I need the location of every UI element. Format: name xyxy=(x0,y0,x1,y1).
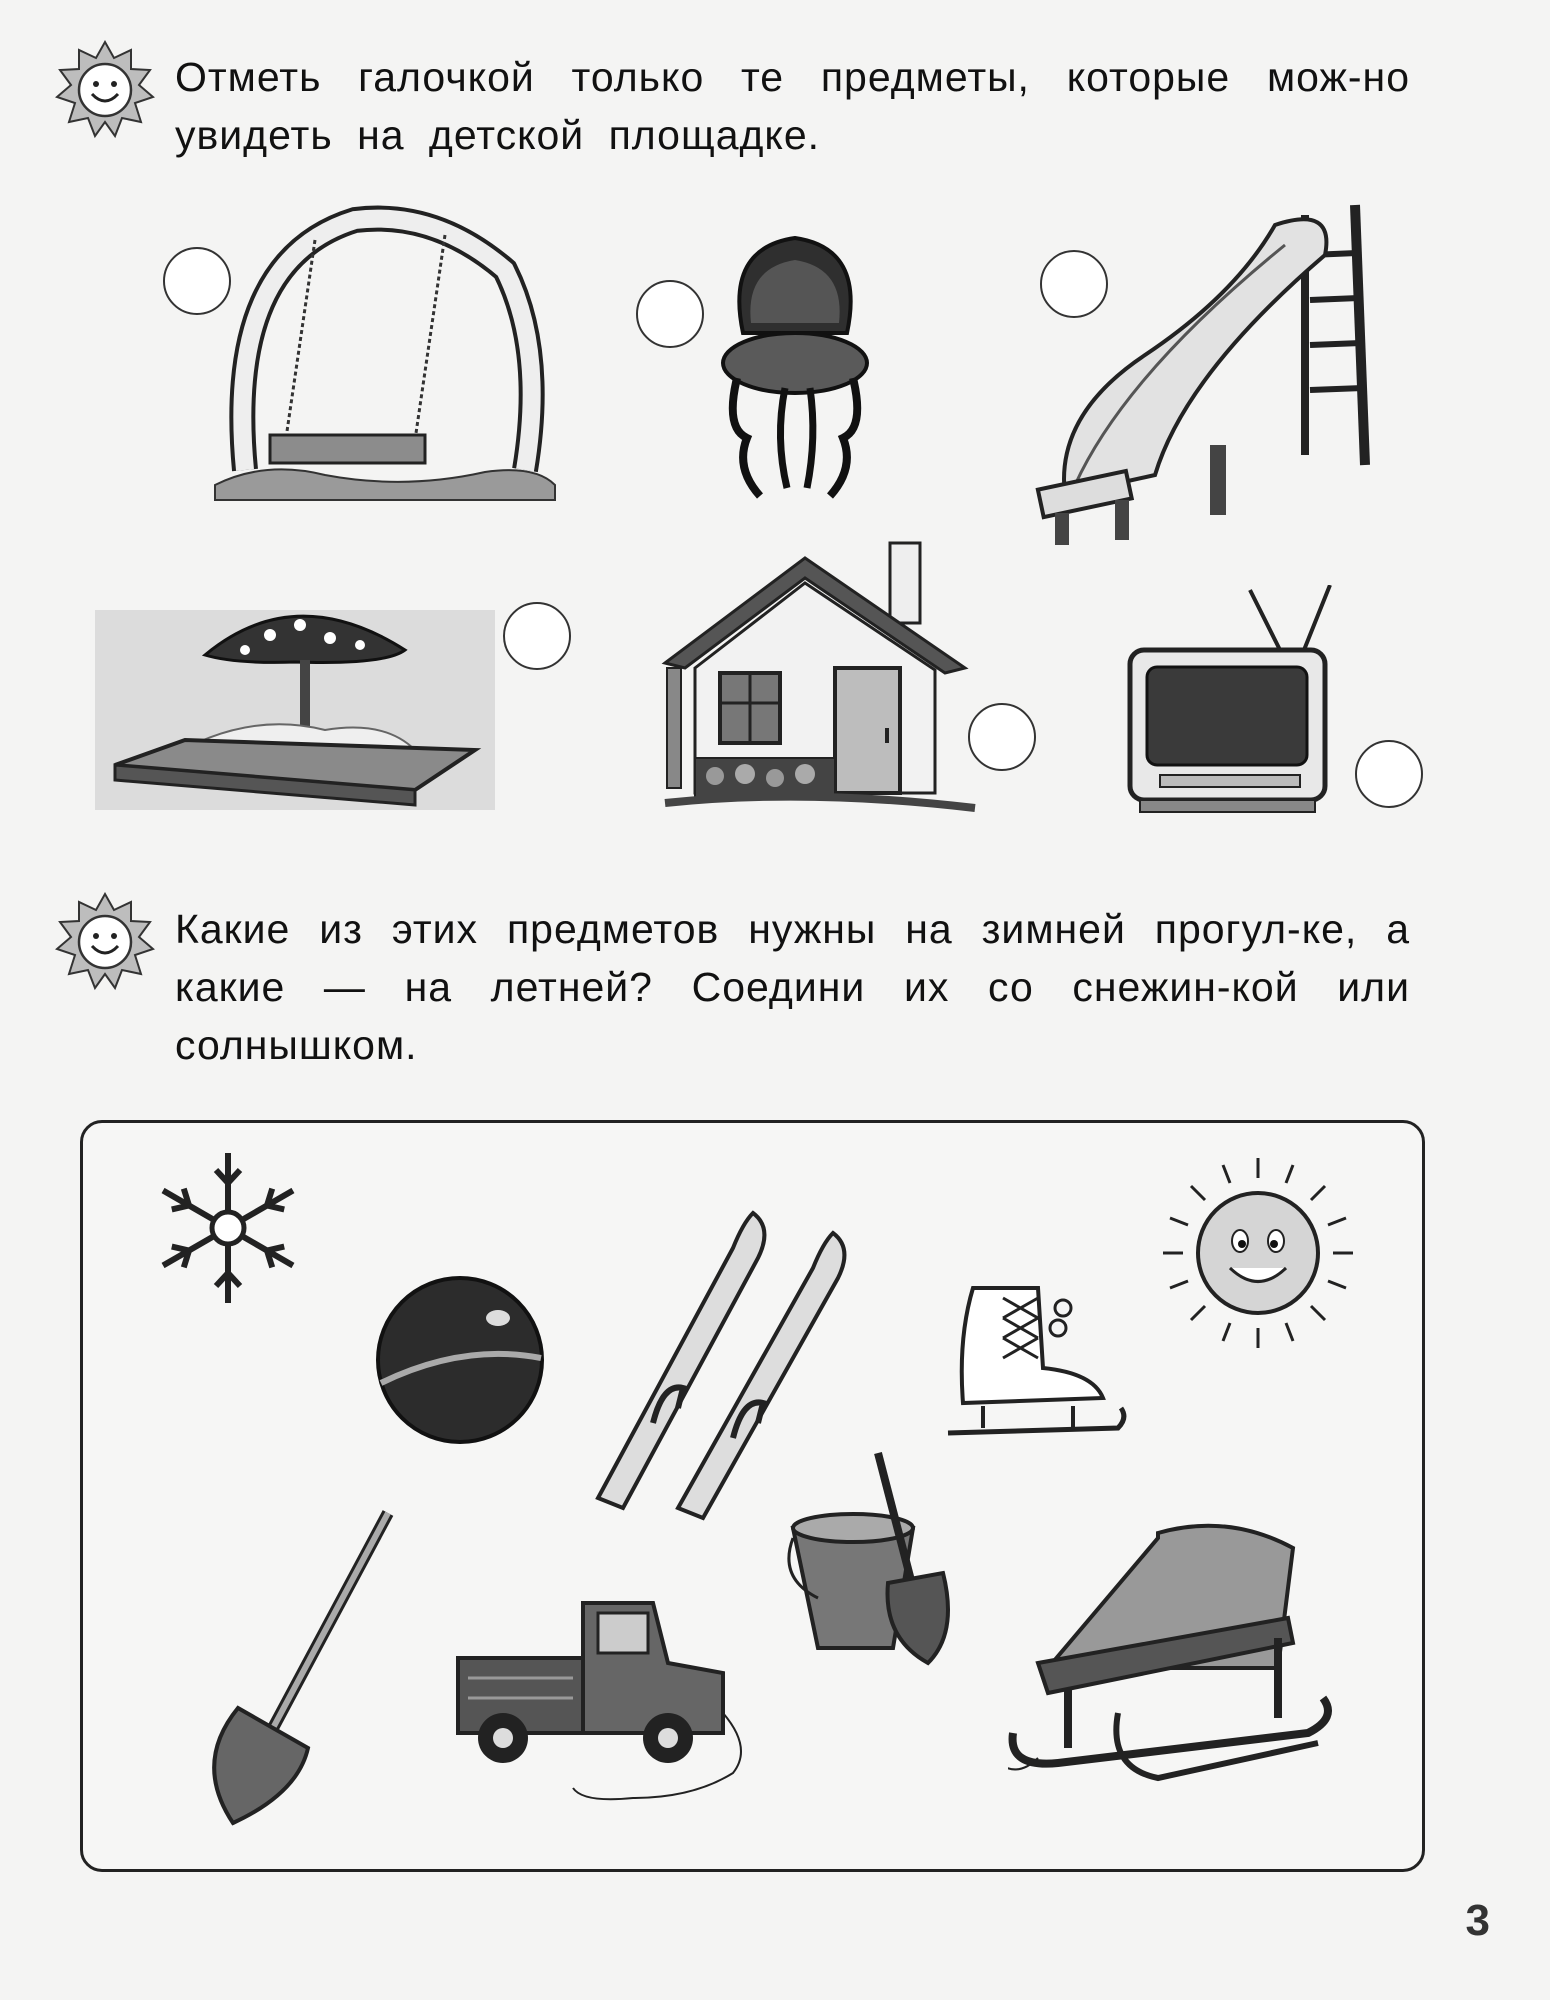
sandbox-checkbox[interactable] xyxy=(503,602,571,670)
house-icon xyxy=(655,538,985,823)
house-picture xyxy=(655,538,985,823)
truck-icon xyxy=(453,1598,763,1813)
bucket-icon xyxy=(783,1448,968,1673)
task-2-instruction: Какие из этих предметов нужны на зимней прогул-ке, а какие — на летней? Соедини их со снежин-кой или солнышком. xyxy=(175,906,1410,1068)
page-number: 3 xyxy=(1465,1896,1490,1945)
swing-icon xyxy=(205,200,565,520)
slide-icon xyxy=(1035,195,1395,565)
sled-icon xyxy=(1008,1518,1338,1803)
tv-checkbox[interactable] xyxy=(1355,740,1423,808)
task-2 xyxy=(55,900,1455,1074)
matching-frame xyxy=(80,1120,1425,1872)
chair-icon xyxy=(715,228,875,503)
task-1 xyxy=(55,48,1455,164)
tv-picture xyxy=(1125,585,1335,820)
smiling-sun-icon xyxy=(55,892,155,992)
chair-checkbox[interactable] xyxy=(636,280,704,348)
task-1-instruction: Отметь галочкой только те предметы, которые мож-но увидеть на детской площадке. xyxy=(175,54,1410,158)
ball-picture[interactable] xyxy=(373,1273,548,1448)
shovel-picture[interactable] xyxy=(198,1503,408,1828)
slide-picture xyxy=(1035,195,1395,565)
swing-picture xyxy=(205,200,565,520)
tv-icon xyxy=(1125,585,1335,820)
swing-checkbox[interactable] xyxy=(163,247,231,315)
ball-icon xyxy=(373,1273,548,1448)
sandbox-picture xyxy=(95,590,495,825)
sun-face-icon xyxy=(1158,1153,1358,1353)
shovel-icon xyxy=(198,1503,408,1828)
sandbox-icon xyxy=(95,590,495,825)
chair-picture xyxy=(715,228,875,503)
house-checkbox[interactable] xyxy=(968,703,1036,771)
smiling-sun-icon xyxy=(55,40,155,140)
bucket-picture[interactable] xyxy=(783,1448,968,1673)
slide-checkbox[interactable] xyxy=(1040,250,1108,318)
snowflake-picture[interactable] xyxy=(148,1148,308,1308)
sun-picture[interactable] xyxy=(1158,1153,1358,1353)
skate-icon xyxy=(943,1278,1128,1448)
sled-picture[interactable] xyxy=(1008,1518,1338,1803)
snowflake-icon xyxy=(148,1148,308,1308)
skate-picture[interactable] xyxy=(943,1278,1128,1448)
truck-picture[interactable] xyxy=(453,1598,763,1813)
